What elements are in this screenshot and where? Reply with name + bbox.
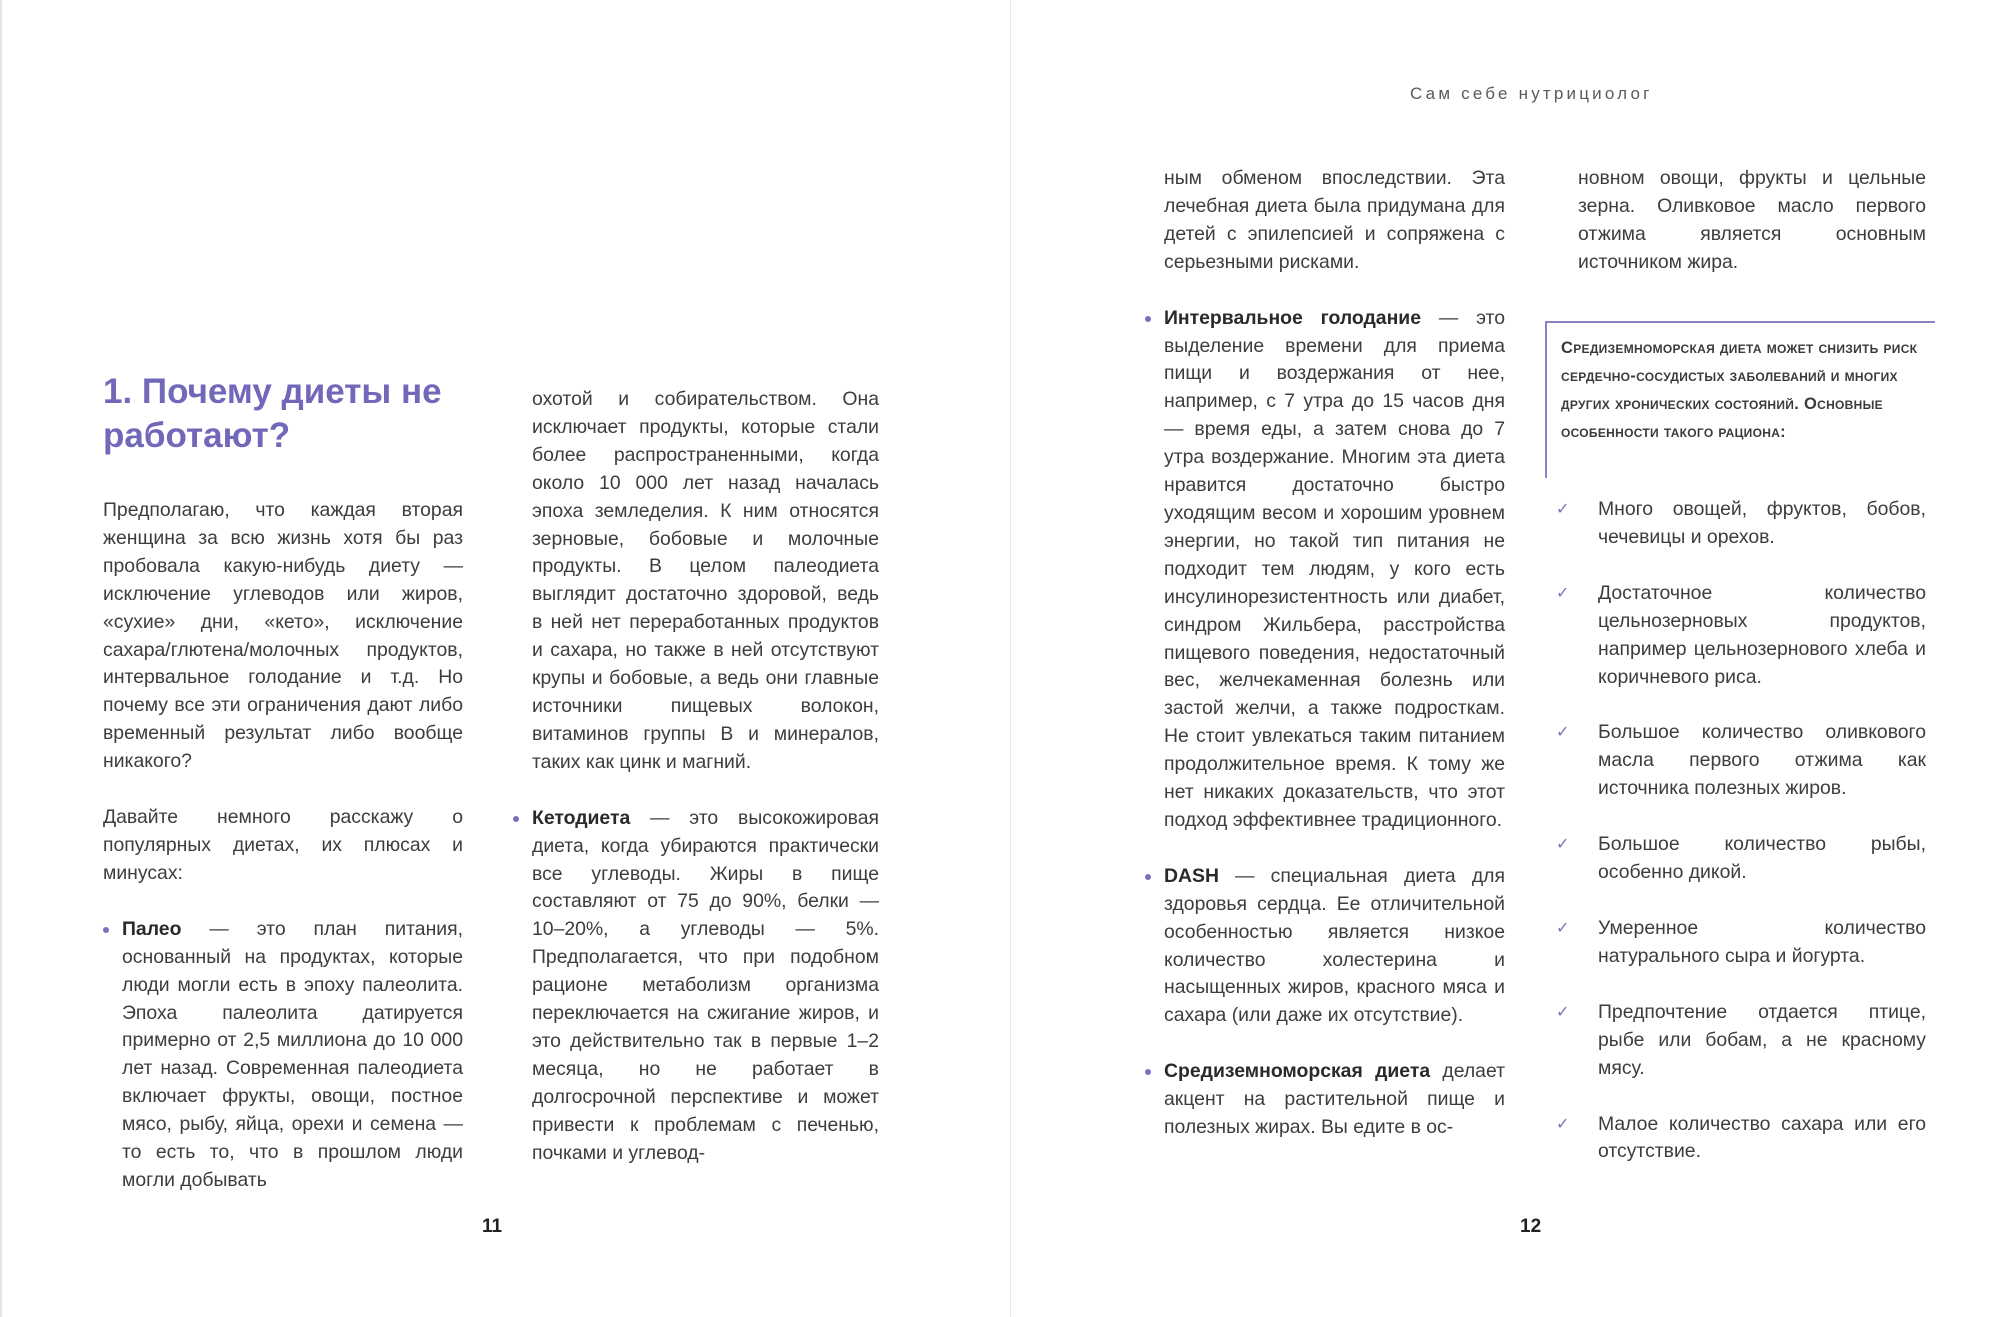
bullet-dash	[1145, 863, 1505, 1030]
paleo-continuation: охотой и собирательством. Она исключает продукты, которые стали более распространенными, когда около 10 000 лет назад началась эпоха земледелия. К ним относятся зерновые, бобовые и молочные продукты. В целом палеодиета выглядит достаточно здоровой, ведь в ней нет переработанных продуктов и сахара, но также в ней отсутствуют крупы и бобовые, а ведь они главные источники пищевых волокон, витаминов группы B и минералов, таких как цинк и магний.	[532, 388, 879, 773]
checklist-item-text: Умеренное количество натурального сыра и йогурта.	[1598, 916, 1926, 967]
page-edge	[0, 0, 2, 1317]
term-paleo: Палео	[122, 917, 182, 940]
intermittent-text: — это выделение времени для приема пищи и воздержания от нее, например, с 7 утра до 15 часов дня — время еды, а затем снова до 7 утра воздержание. Многим эта диета нравится достаточно быстро уходящим весом и хорошим уровнем энергии, но такой тип питания не подходит тем людям, у кого есть инсулинорезистентность или диабет, синдром Жильбера, расстройства пищевого поведения, недостаточный вес, желчекаменная болезнь или застой желчи, а также подросткам. Не стоит увлекаться таким питанием продолжительное время. К тому же нет никаких доказательств, что этот подход эффективнее традиционного.	[1164, 306, 1505, 831]
running-head: Сам себе нутрициолог	[1410, 84, 1653, 103]
right-column-1	[1145, 165, 1505, 1142]
check-icon: ✓	[1556, 584, 1570, 602]
checklist-item	[1556, 831, 1926, 887]
mediterranean-continuation: новном овощи, фрукты и цельные зерна. Оливковое масло первого отжима является основным источником жира.	[1578, 167, 1926, 273]
callout-text: Средиземноморская диета может снизить риск сердечно-сосудистых заболеваний и многих других хронических состояний. Основные особенности такого рациона:	[1561, 339, 1918, 441]
bullet-paleo	[103, 916, 463, 1195]
page-number-left: 11	[482, 1216, 503, 1237]
checklist-item	[1556, 999, 1926, 1083]
checklist-item-text: Предпочтение отдается птице, рыбе или бобам, а не красному мясу.	[1598, 1000, 1926, 1079]
term-intermittent-fasting: Интервальное голодание	[1164, 306, 1421, 329]
bullet-dot-icon	[1145, 316, 1151, 322]
checklist-item	[1556, 1111, 1926, 1167]
checklist-item	[1556, 580, 1926, 692]
term-mediterranean: Средиземноморская диета	[1164, 1060, 1431, 1083]
checklist-item-text: Достаточное количество цельнозерновых продуктов, например цельнозернового хлеба и коричневого риса.	[1598, 581, 1926, 688]
dash-text: — специальная диета для здоровья сердца. Ее отличительной особенностью является низкое количество холестерина и насыщенных жиров, красного мяса и сахара (или даже их отсутствие).	[1164, 864, 1505, 1027]
left-column-1	[103, 497, 463, 1195]
right-column-2	[1578, 165, 1926, 277]
intro-paragraph: Предполагаю, что каждая вторая женщина за всю жизнь хотя бы раз пробовала какую-нибудь диету — исключение углеводов или жиров, «сухие» дни, «кето», исключение сахара/глютена/молочных продуктов, интервальное голодание и т.д. Но почему все эти ограничения дают либо временный результат либо вообще никакого?	[103, 499, 463, 773]
check-icon: ✓	[1556, 1003, 1570, 1021]
check-icon: ✓	[1556, 836, 1570, 854]
check-icon: ✓	[1556, 501, 1570, 518]
mediterranean-text: делает акцент на растительной пище и полезных жирах. Вы едите в ос-	[1164, 1060, 1505, 1139]
bullet-dot-icon	[103, 927, 109, 933]
mediterranean-checklist	[1556, 496, 1926, 1194]
left-column-2	[513, 386, 879, 1167]
bullet-mediterranean	[1145, 1058, 1505, 1142]
term-keto: Кетодиета	[532, 806, 631, 829]
bullet-keto	[513, 805, 879, 1168]
keto-text: — это высокожировая диета, когда убираются практически все углеводы. Жиры в пище составляют от 75 до 90%, белки — 10–20%, а углеводы — 5%. Предполагается, что при подобном рационе метаболизм организма переключается на сжигание жиров, и это действительно так в первые 1–2 месяца, но не работает в долгосрочной перспективе и может привести к проблемам с печенью, почками и углевод-	[532, 806, 879, 1164]
lead-in-paragraph: Давайте немного расскажу о популярных диетах, их плюсах и минусах:	[103, 806, 463, 884]
check-icon: ✓	[1556, 724, 1570, 742]
checklist-item-text: Большое количество оливкового масла первого отжима как источника полезных жиров.	[1598, 721, 1926, 800]
check-icon: ✓	[1556, 1115, 1570, 1133]
bullet-dot-icon	[1145, 874, 1151, 880]
chapter-title: 1. Почему диеты не работают?	[103, 372, 442, 455]
checklist-item	[1556, 719, 1926, 803]
keto-continuation: ным обменом впоследствии. Эта лечебная диета была придумана для детей с эпилепсией и сопряжена с серьезными рисками.	[1164, 167, 1505, 273]
callout-box	[1545, 321, 1935, 478]
term-dash: DASH	[1164, 864, 1219, 887]
checklist-item	[1556, 496, 1926, 552]
check-icon: ✓	[1556, 919, 1570, 937]
bullet-dot-icon	[513, 816, 519, 822]
checklist-item-text: Много овощей, фруктов, бобов, чечевицы и орехов.	[1598, 498, 1926, 548]
checklist-item	[1556, 915, 1926, 971]
bullet-dot-icon	[1145, 1069, 1151, 1075]
page-number-right: 12	[1520, 1216, 1542, 1237]
checklist-item-text: Малое количество сахара или его отсутствие.	[1598, 1112, 1926, 1163]
bullet-intermittent-fasting	[1145, 305, 1505, 835]
checklist-item-text: Большое количество рыбы, особенно дикой.	[1598, 833, 1926, 884]
paleo-text: — это план питания, основанный на продуктах, которые люди могли есть в эпоху палеолита. Эпоха палеолита датируется примерно от 2,5 миллиона до 10 000 лет назад. Современная палеодиета включает фрукты, овощи, постное мясо, рыбу, яйца, орехи и семена — то есть то, что в прошлом люди могли добывать	[122, 917, 463, 1191]
book-spine	[1010, 0, 1011, 1317]
